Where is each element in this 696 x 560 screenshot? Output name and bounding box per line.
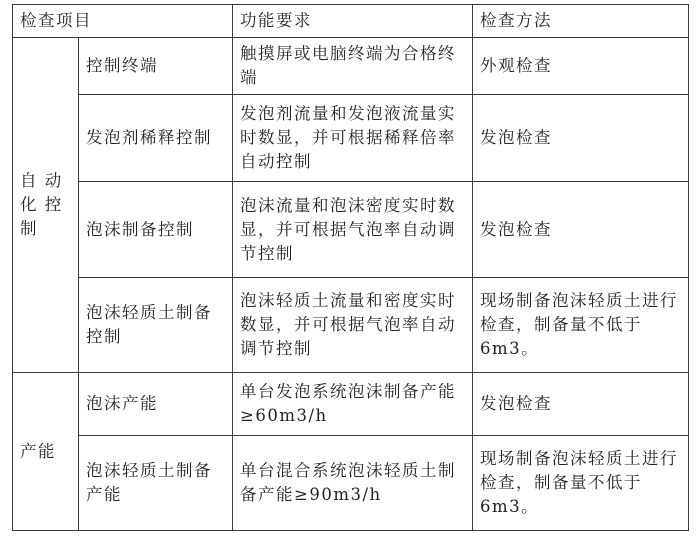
header-inspection-item: 检查项目 [13, 5, 233, 38]
requirement-cell: 泡沫流量和泡沫密度实时数显，并可根据气泡率自动调节控制 [233, 182, 473, 278]
header-function-requirement: 功能要求 [233, 5, 473, 38]
table-row [13, 38, 689, 95]
method-cell: 发泡检查 [473, 182, 689, 278]
requirement-cell: 触摸屏或电脑终端为合格终端 [233, 38, 473, 95]
item-cell: 发泡剂稀释控制 [79, 95, 233, 182]
requirement-cell: 泡沫轻质土流量和密度实时数显，并可根据气泡率自动调节控制 [233, 278, 473, 373]
item-cell: 泡沫产能 [79, 373, 233, 436]
method-cell: 现场制备泡沫轻质土进行检查，制备量不低于6m3。 [473, 436, 689, 531]
method-cell: 现场制备泡沫轻质土进行检查，制备量不低于6m3。 [473, 278, 689, 373]
inspection-table [12, 4, 689, 531]
category-automation-control: 自 动 化 控 制 [13, 38, 79, 373]
item-cell: 泡沫制备控制 [79, 182, 233, 278]
header-inspection-method: 检查方法 [473, 5, 689, 38]
table-row [13, 95, 689, 182]
table-row [13, 436, 689, 531]
item-cell: 控制终端 [79, 38, 233, 95]
method-cell: 外观检查 [473, 38, 689, 95]
category-capacity: 产能 [13, 373, 79, 531]
table-row [13, 373, 689, 436]
method-cell: 发泡检查 [473, 373, 689, 436]
header-row [13, 5, 689, 38]
requirement-cell: 单台混合系统泡沫轻质土制备产能≥90m3/h [233, 436, 473, 531]
method-cell: 发泡检查 [473, 95, 689, 182]
item-cell: 泡沫轻质土制备产能 [79, 436, 233, 531]
table-row [13, 278, 689, 373]
item-cell: 泡沫轻质土制备控制 [79, 278, 233, 373]
table-row [13, 182, 689, 278]
requirement-cell: 单台发泡系统泡沫制备产能≥60m3/h [233, 373, 473, 436]
requirement-cell: 发泡剂流量和发泡液流量实时数显，并可根据稀释倍率自动控制 [233, 95, 473, 182]
